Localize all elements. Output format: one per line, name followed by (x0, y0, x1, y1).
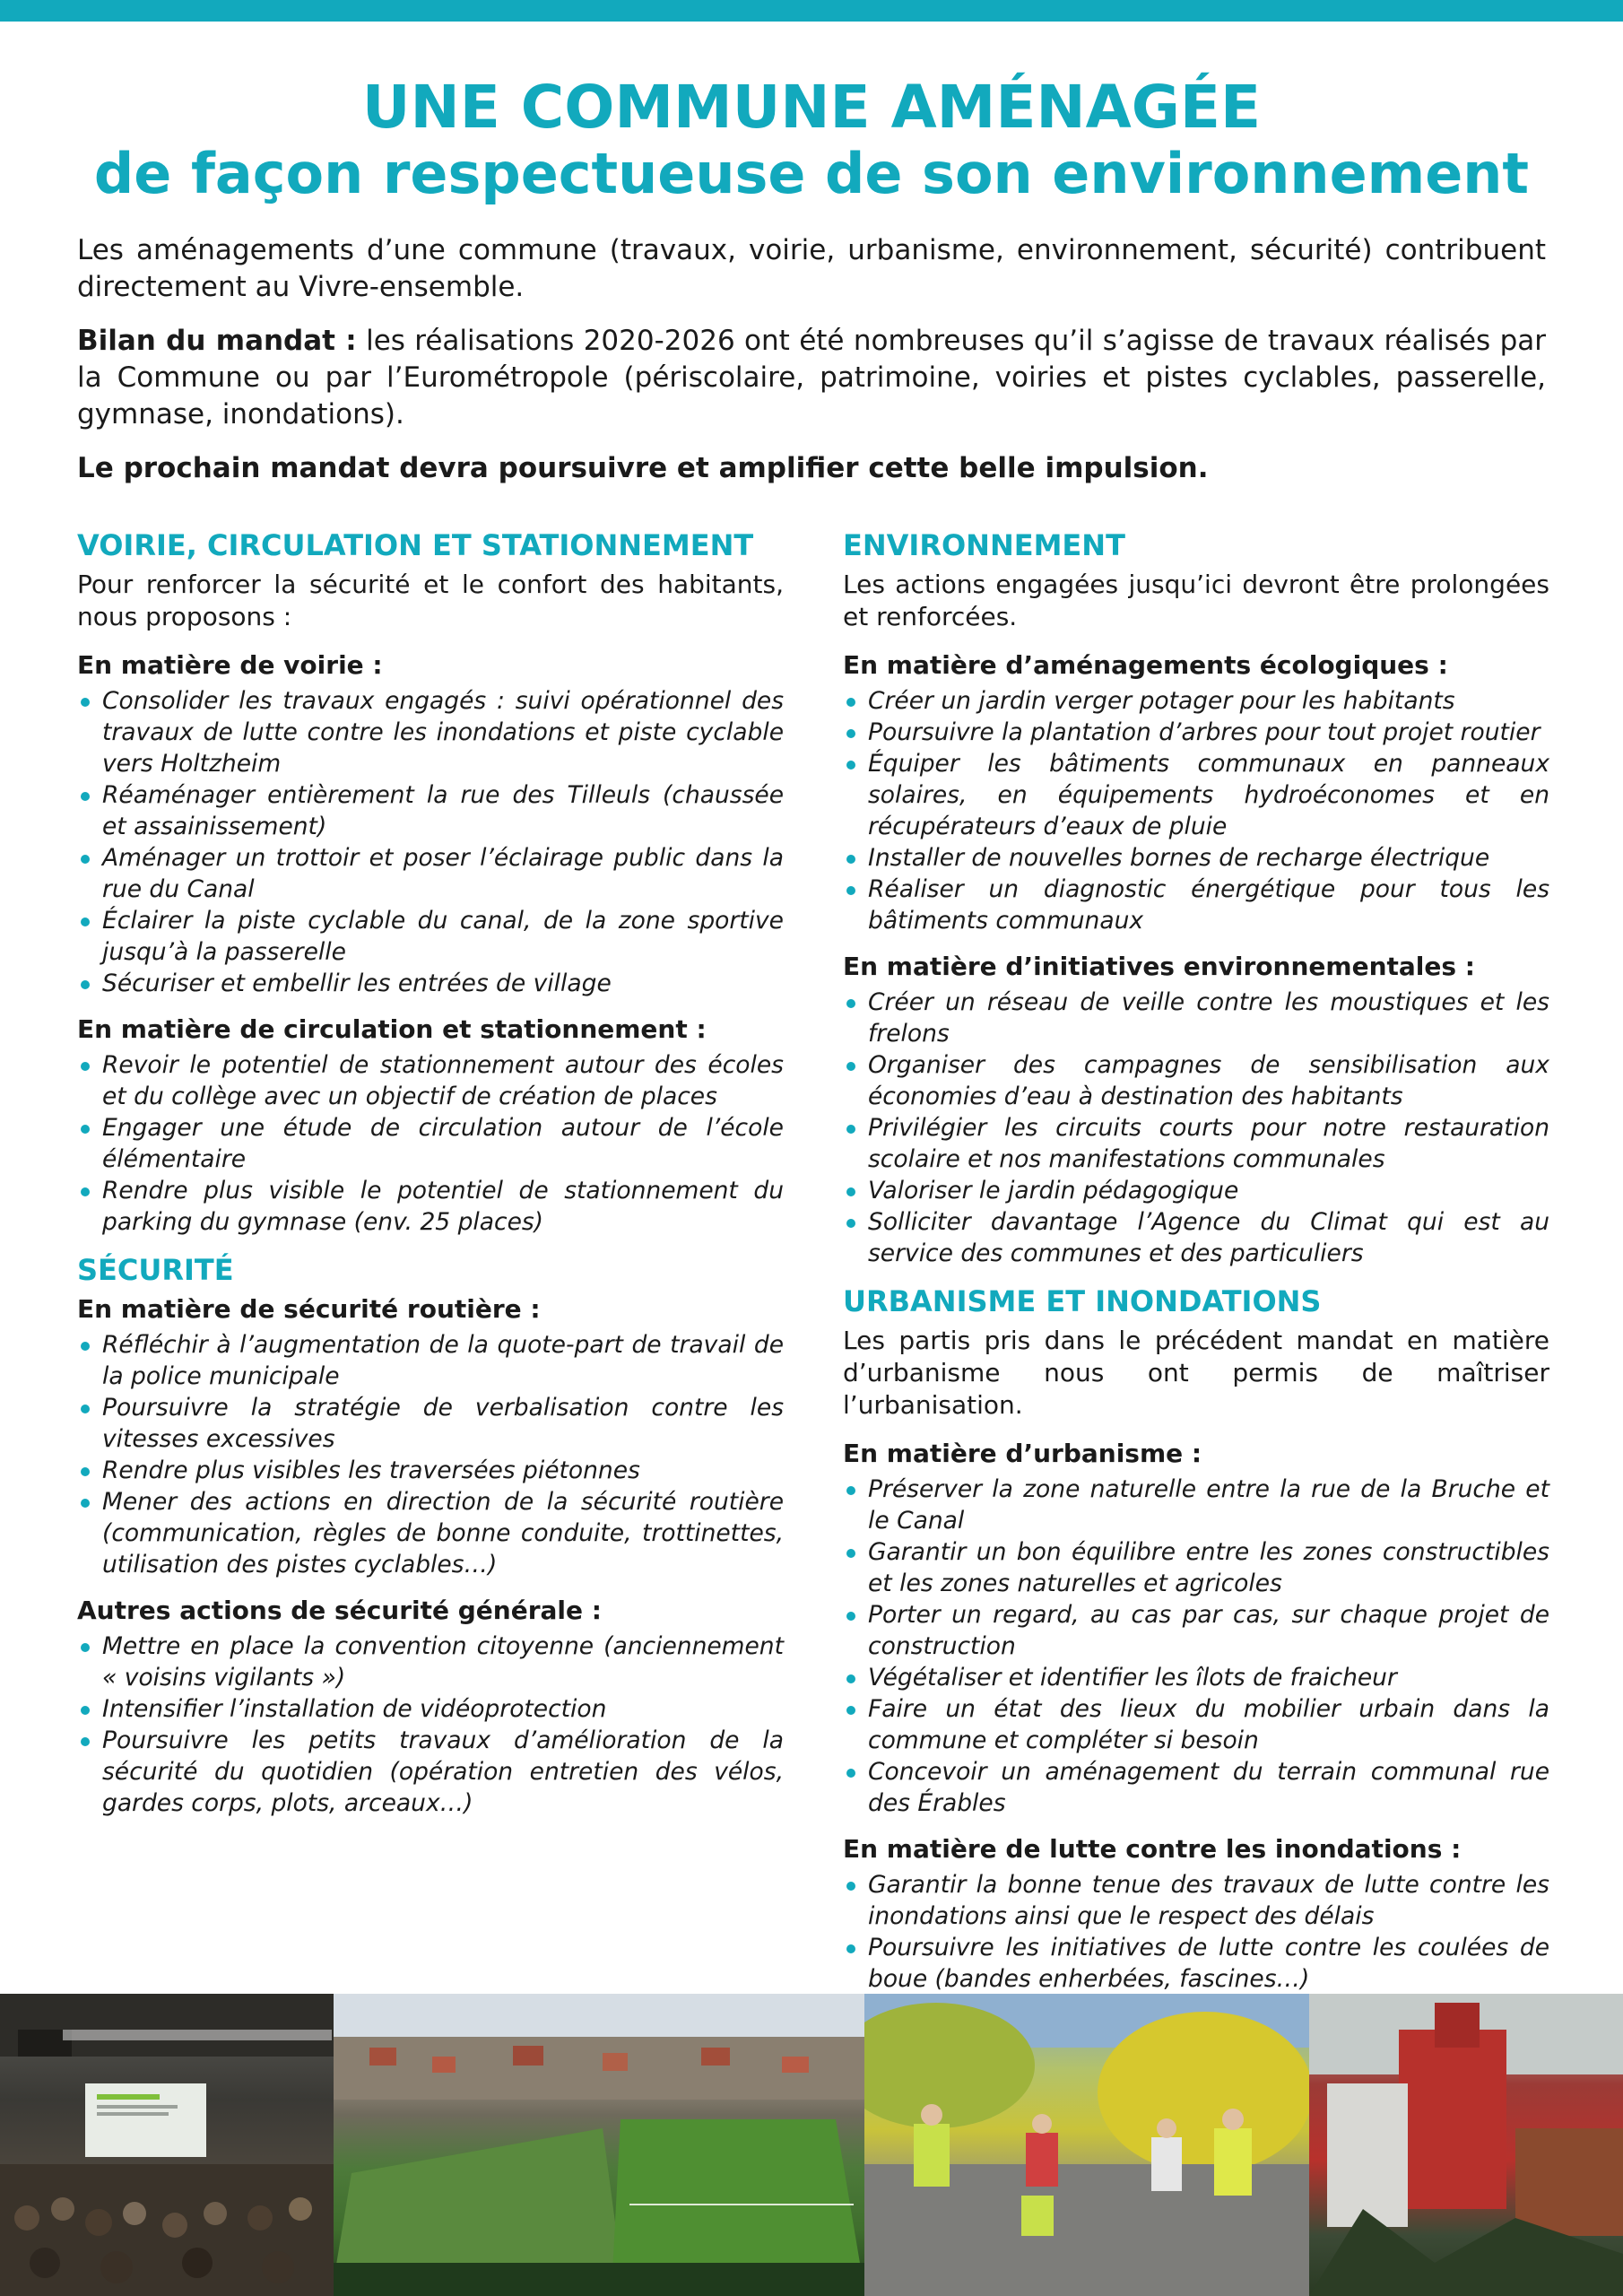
list-item: Végétaliser et identifier les îlots de fraicheur (843, 1662, 1549, 1693)
list-item: Équiper les bâtiments communaux en panneaux solaires, en équipements hydroéconomes et en récupérateurs d’eaux de pluie (843, 748, 1549, 842)
bilan-text: les réalisations 2020-2026 ont été nombreuses qu’il s’agisse de travaux réalisés par la Commune ou par l’Eurométropole (périscolaire, patrimoine, voiries et pistes cyclables, passerelle, gymnase, inondations). (77, 325, 1547, 430)
list-item: Aménager un trottoir et poser l’éclairage public dans la rue du Canal (77, 842, 784, 905)
list-item: Garantir un bon équilibre entre les zones constructibles et les zones naturelles et agricoles (843, 1536, 1549, 1599)
subheading-voirie: En matière de voirie : (77, 650, 383, 680)
list-item: Rendre plus visible le potentiel de stationnement du parking du gymnase (env. 25 places) (77, 1175, 784, 1238)
list-securite-generale (77, 1631, 784, 1819)
list-item: Valoriser le jardin pédagogique (843, 1175, 1549, 1206)
list-item: Mettre en place la convention citoyenne (anciennement « voisins vigilants ») (77, 1631, 784, 1693)
subheading-circulation: En matière de circulation et stationnement : (77, 1014, 707, 1044)
list-item: Poursuivre la plantation d’arbres pour tout projet routier (843, 717, 1549, 748)
photo-strip (0, 1994, 1623, 2296)
list-item: Réfléchir à l’augmentation de la quote-part de travail de la police municipale (77, 1329, 784, 1392)
list-item: Revoir le potentiel de stationnement autour des écoles et du collège avec un objectif de création de places (77, 1049, 784, 1112)
list-item: Porter un regard, au cas par cas, sur chaque projet de construction (843, 1599, 1549, 1662)
list-item: Installer de nouvelles bornes de recharge électrique (843, 842, 1549, 874)
right-column (843, 527, 1549, 2009)
list-item: Intensifier l’installation de vidéoprotection (77, 1693, 784, 1725)
photo-shredding-truck (1309, 1994, 1623, 2296)
section-intro-environnement: Les actions engagées jusqu’ici devront être prolongées et renforcées. (843, 570, 1549, 631)
subheading-inondations: En matière de lutte contre les inondations : (843, 1834, 1462, 1864)
list-item: Poursuivre les initiatives de lutte contre les coulées de boue (bandes enherbées, fascines…) (843, 1932, 1549, 1995)
impulsion-paragraph: Le prochain mandat devra poursuivre et amplifier cette belle impulsion. (77, 452, 1209, 484)
photo-volunteer-cleanup (864, 1994, 1309, 2296)
list-item: Solliciter davantage l’Agence du Climat qui est au service des communes et des particuliers (843, 1206, 1549, 1269)
left-column (77, 527, 784, 1833)
list-item: Poursuivre la stratégie de verbalisation contre les vitesses excessives (77, 1392, 784, 1455)
section-title-securite: SÉCURITÉ (77, 1253, 234, 1287)
list-item: Faire un état des lieux du mobilier urbain dans la commune et compléter si besoin (843, 1693, 1549, 1756)
list-circulation (77, 1049, 784, 1238)
intro-paragraph: Les aménagements d’une commune (travaux, voirie, urbanisme, environnement, sécurité) contribuent directement au Vivre-ensemble. (77, 234, 1546, 303)
section-title-environnement: ENVIRONNEMENT (843, 528, 1125, 562)
list-item: Poursuivre les petits travaux d’amélioration de la sécurité du quotidien (opération entretien des vélos, gardes corps, plots, arceaux…) (77, 1725, 784, 1819)
section-title-urbanisme: URBANISME ET INONDATIONS (843, 1284, 1322, 1318)
list-voirie (77, 685, 784, 999)
list-item: Créer un réseau de veille contre les moustiques et les frelons (843, 987, 1549, 1049)
photo-public-meeting (0, 1994, 334, 2296)
page-title: UNE COMMUNE AMÉNAGÉE (361, 73, 1262, 142)
list-item: Organiser des campagnes de sensibilisation aux économies d’eau à destination des habitants (843, 1049, 1549, 1112)
section-intro-voirie: Pour renforcer la sécurité et le confort des habitants, nous proposons : (77, 570, 784, 631)
list-item: Préserver la zone naturelle entre la rue de la Bruche et le Canal (843, 1474, 1549, 1536)
top-accent-bar (0, 0, 1623, 22)
list-item: Engager une étude de circulation autour de l’école élémentaire (77, 1112, 784, 1175)
list-urbanisme (843, 1474, 1549, 1819)
list-item: Réaliser un diagnostic énergétique pour tous les bâtiments communaux (843, 874, 1549, 936)
subheading-initiatives-environnementales: En matière d’initiatives environnementales : (843, 952, 1475, 981)
list-amenagements-ecologiques (843, 685, 1549, 936)
list-item: Privilégier les circuits courts pour notre restauration scolaire et nos manifestations communales (843, 1112, 1549, 1175)
subheading-urbanisme: En matière d’urbanisme : (843, 1439, 1202, 1468)
list-item: Rendre plus visibles les traversées piétonnes (77, 1455, 784, 1486)
section-intro-urbanisme: Les partis pris dans le précédent mandat en matière d’urbanisme nous ont permis de maîtriser l’urbanisation. (843, 1326, 1549, 1420)
list-item: Garantir la bonne tenue des travaux de lutte contre les inondations ainsi que le respect des délais (843, 1869, 1549, 1932)
list-item: Sécuriser et embellir les entrées de village (77, 968, 784, 999)
list-item: Mener des actions en direction de la sécurité routière (communication, règles de bonne conduite, trottinettes, utilisation des pistes cyclables…) (77, 1486, 784, 1580)
list-inondations (843, 1869, 1549, 1995)
subheading-securite-generale: Autres actions de sécurité générale : (77, 1596, 602, 1625)
subheading-securite-routiere: En matière de sécurité routière : (77, 1294, 541, 1324)
bilan-paragraph (77, 323, 1546, 433)
bilan-label: Bilan du mandat : (77, 325, 357, 357)
list-item: Éclairer la piste cyclable du canal, de la zone sportive jusqu’à la passerelle (77, 905, 784, 968)
list-item: Concevoir un aménagement du terrain communal rue des Érables (843, 1756, 1549, 1819)
photo-aerial-sports-fields (334, 1994, 864, 2296)
list-item: Créer un jardin verger potager pour les habitants (843, 685, 1549, 717)
list-initiatives-environnementales (843, 987, 1549, 1269)
list-item: Consolider les travaux engagés : suivi opérationnel des travaux de lutte contre les inondations et piste cyclable vers Holtzheim (77, 685, 784, 779)
section-title-voirie: VOIRIE, CIRCULATION ET STATIONNEMENT (77, 528, 754, 562)
list-securite-routiere (77, 1329, 784, 1580)
subheading-amenagements-ecologiques: En matière d’aménagements écologiques : (843, 650, 1448, 680)
list-item: Réaménager entièrement la rue des Tilleuls (chaussée et assainissement) (77, 779, 784, 842)
page-subtitle: de façon respectueuse de son environnement (93, 141, 1530, 206)
